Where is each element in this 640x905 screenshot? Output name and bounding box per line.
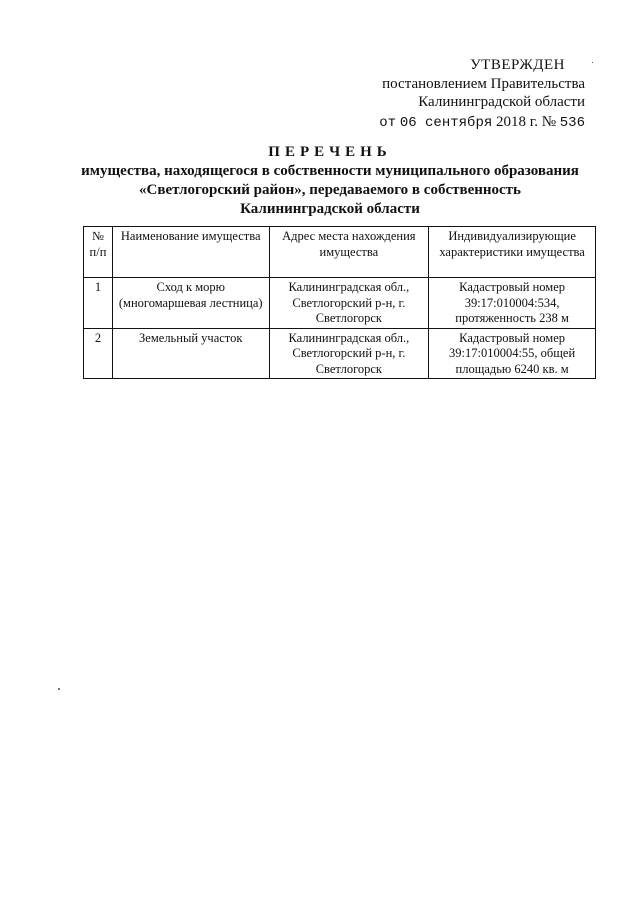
document-heading	[60, 142, 600, 219]
heading-line-2: «Светлогорский район», передаваемого в собственность	[139, 182, 521, 198]
date-prefix: от	[379, 115, 397, 131]
table-row	[84, 328, 596, 379]
resolution-number: 536	[559, 115, 585, 131]
row-address: Калининградская обл., Светлогорский р-н, г. Светлогорск	[269, 328, 429, 379]
date-year: 2018 г. №	[496, 114, 557, 130]
scan-speck	[592, 62, 593, 63]
approval-block	[325, 55, 585, 133]
row-name: Сход к морю (многомаршевая лестница)	[112, 278, 269, 329]
scan-speck	[58, 688, 60, 690]
approval-date	[325, 112, 585, 133]
table-header	[84, 227, 596, 278]
approval-line-region: Калининградской области	[418, 94, 585, 110]
approval-line-resolution: постановлением Правительства	[382, 76, 585, 92]
table-body	[84, 278, 596, 379]
heading-line-1: имущества, находящегося в собственности муниципального образования	[81, 163, 579, 179]
row-num: 2	[84, 328, 113, 379]
row-characteristics: Кадастровый номер 39:17:010004:534, протяженность 238 м	[429, 278, 596, 329]
row-num: 1	[84, 278, 113, 329]
property-table	[83, 226, 596, 379]
table-row	[84, 278, 596, 329]
approval-title: УТВЕРЖДЕН	[470, 57, 565, 73]
row-name: Земельный участок	[112, 328, 269, 379]
date-day-month: 06 сентября	[399, 115, 493, 131]
header-address: Адрес места нахождения имущества	[269, 227, 429, 278]
row-characteristics: Кадастровый номер 39:17:010004:55, общей площадью 6240 кв. м	[429, 328, 596, 379]
header-characteristics: Индивидуализирующие характеристики имущества	[429, 227, 596, 278]
heading-line-3: Калининградской области	[240, 201, 420, 217]
row-address: Калининградская обл., Светлогорский р-н, г. Светлогорск	[269, 278, 429, 329]
header-num: № п/п	[84, 227, 113, 278]
header-row	[84, 227, 596, 278]
header-name: Наименование имущества	[112, 227, 269, 278]
heading-title: ПЕРЕЧЕНЬ	[268, 144, 392, 160]
